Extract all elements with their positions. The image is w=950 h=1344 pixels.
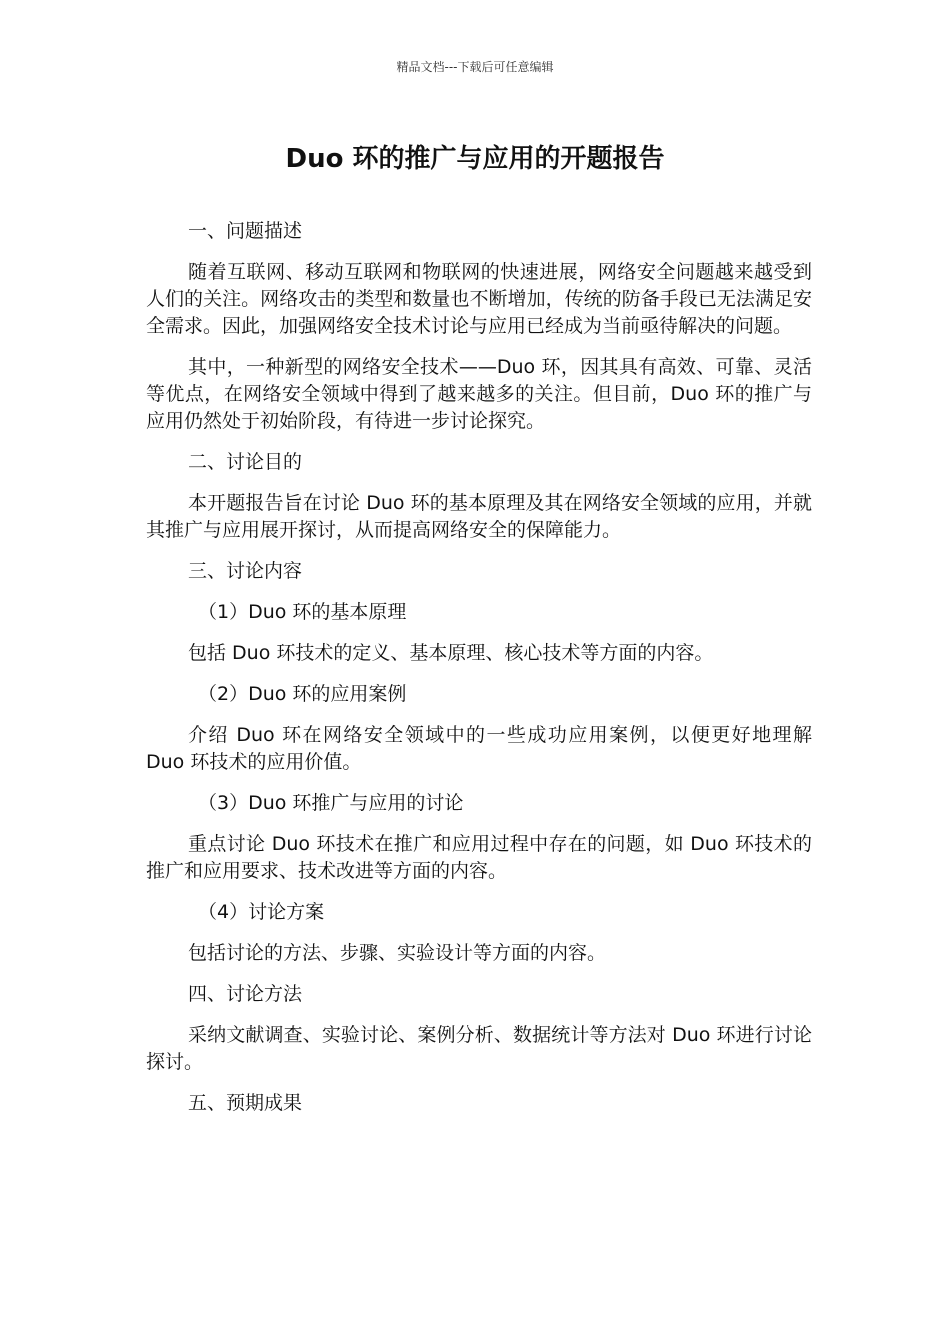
sub-heading: （4）讨论方案 bbox=[198, 901, 325, 923]
paragraph: 其中，一种新型的网络安全技术——Duo 环，因其具有高效、可靠、灵活等优点，在网络安全领域中得到了越来越多的关注。但目前，Duo 环的推广与应用仍然处于初始阶段，有待进一步讨论探究。 bbox=[146, 356, 812, 432]
sub-heading: （1）Duo 环的基本原理 bbox=[198, 601, 407, 623]
section-heading-expected-results: 五、预期成果 bbox=[188, 1092, 303, 1114]
paragraph: 包括 Duo 环技术的定义、基本原理、核心技术等方面的内容。 bbox=[188, 642, 714, 664]
section-heading-problem: 一、问题描述 bbox=[188, 220, 303, 242]
paragraph: 重点讨论 Duo 环技术在推广和应用过程中存在的问题，如 Duo 环技术的推广和应用要求、技术改进等方面的内容。 bbox=[146, 833, 812, 882]
paragraph: 包括讨论的方法、步骤、实验设计等方面的内容。 bbox=[188, 942, 607, 964]
header-note: 精品文档---下载后可任意编辑 bbox=[396, 60, 554, 74]
paragraph: 采纳文献调查、实验讨论、案例分析、数据统计等方法对 Duo 环进行讨论探讨。 bbox=[146, 1024, 812, 1073]
sub-heading: （3）Duo 环推广与应用的讨论 bbox=[198, 792, 464, 814]
paragraph: 本开题报告旨在讨论 Duo 环的基本原理及其在网络安全领域的应用，并就其推广与应用展开探讨，从而提高网络安全的保障能力。 bbox=[146, 492, 812, 541]
document-title: Duo 环的推广与应用的开题报告 bbox=[285, 144, 665, 174]
paragraph: 随着互联网、移动互联网和物联网的快速进展，网络安全问题越来越受到人们的关注。网络攻击的类型和数量也不断增加，传统的防备手段已无法满足安全需求。因此，加强网络安全技术讨论与应用已经成为当前亟待解决的问题。 bbox=[146, 261, 812, 337]
section-heading-purpose: 二、讨论目的 bbox=[188, 451, 303, 473]
paragraph: 介绍 Duo 环在网络安全领域中的一些成功应用案例，以便更好地理解 Duo 环技术的应用价值。 bbox=[146, 724, 812, 773]
document-body bbox=[146, 218, 812, 1131]
section-heading-content: 三、讨论内容 bbox=[188, 560, 303, 582]
sub-heading: （2）Duo 环的应用案例 bbox=[198, 683, 407, 705]
section-heading-method: 四、讨论方法 bbox=[188, 983, 303, 1005]
